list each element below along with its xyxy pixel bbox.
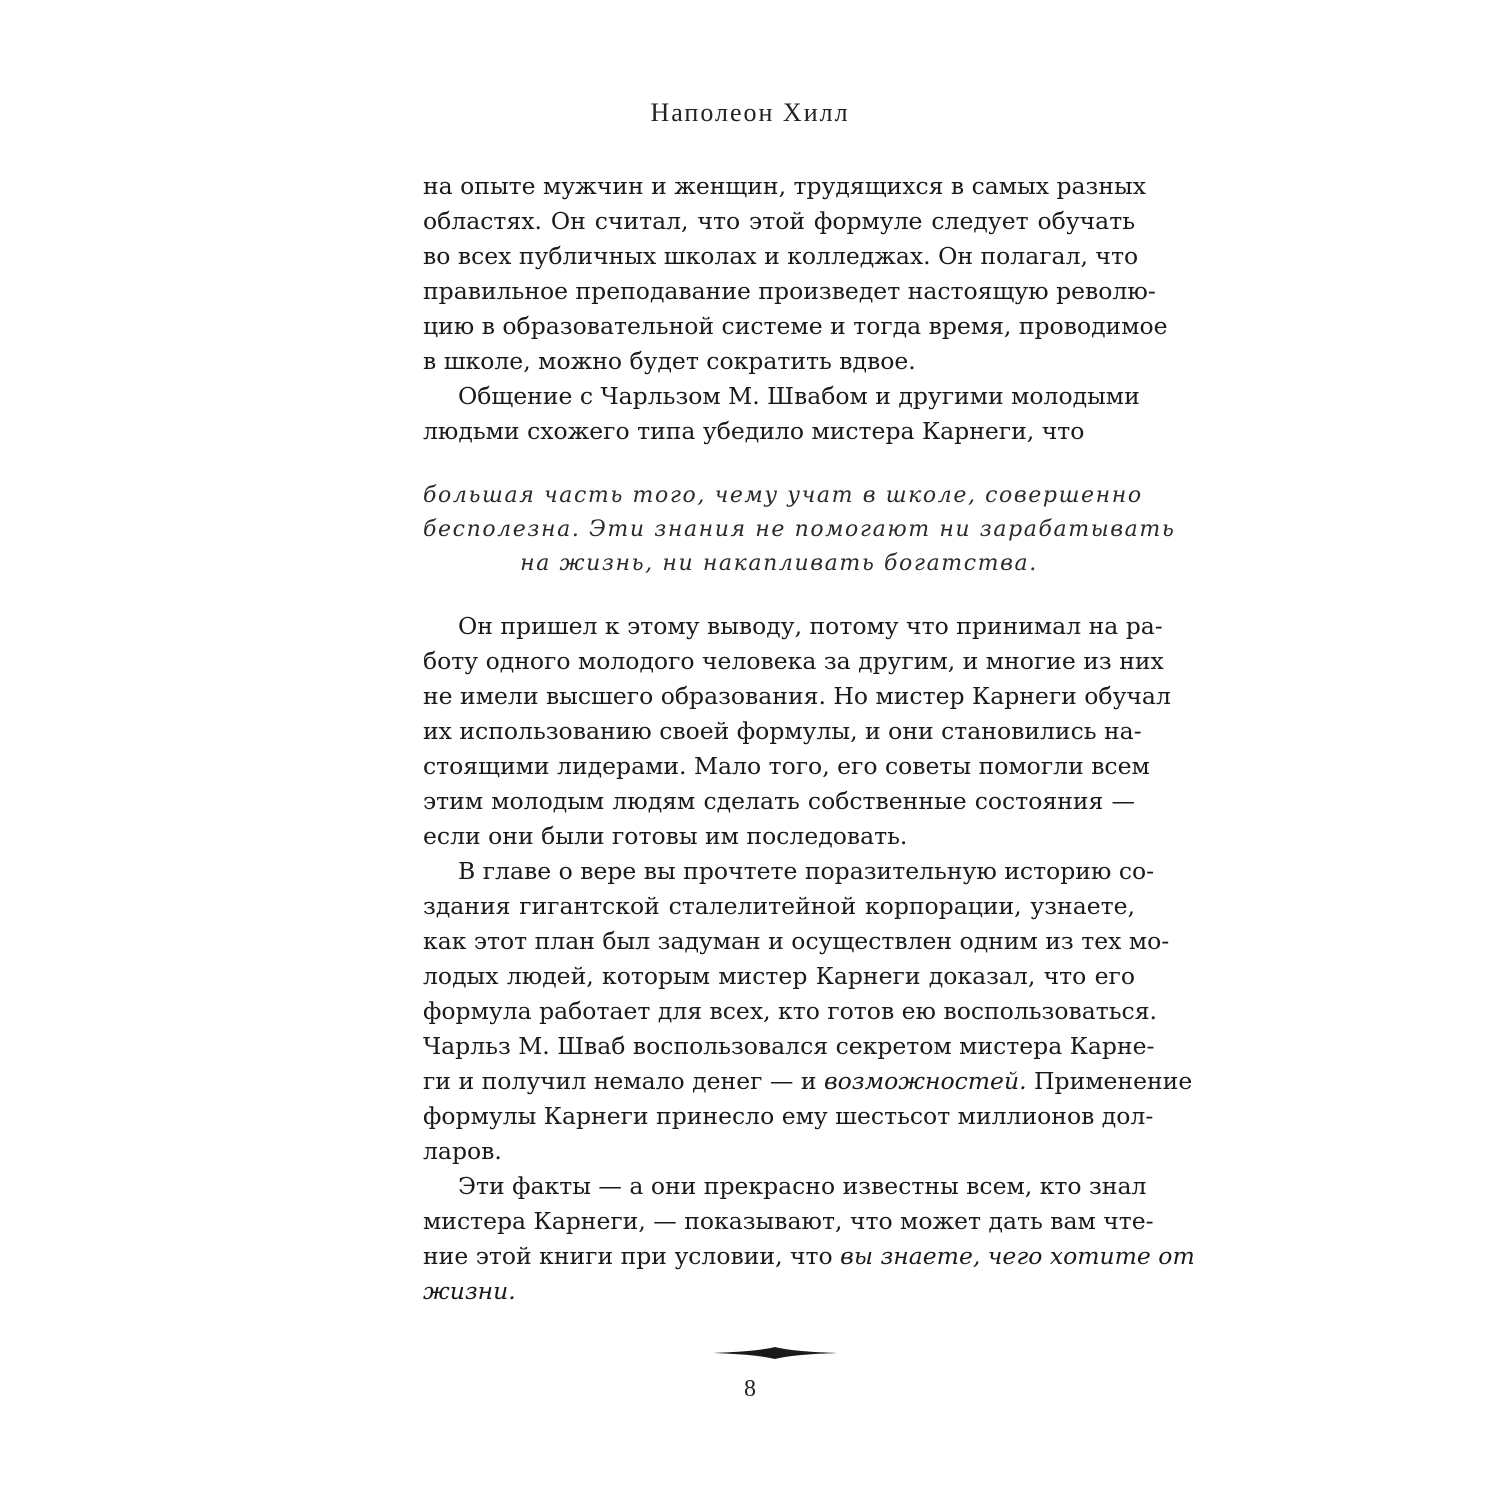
ornament-divider <box>713 1345 837 1361</box>
text-line <box>423 993 1158 1029</box>
text-segment: Применение <box>1026 1067 1193 1095</box>
text-line <box>423 713 1142 749</box>
text-line <box>423 643 1164 679</box>
text-segment: Общение с Чарльзом М. Швабом и другими молодыми <box>458 382 1140 410</box>
text-line <box>423 1203 1154 1239</box>
text-line <box>423 818 1135 854</box>
text-segment: областях. Он считал, что этой формуле следует обучать <box>423 207 1135 235</box>
text-segment: во всех публичных школах и колледжах. Он полагал, что <box>423 242 1139 270</box>
text-line <box>423 1098 1154 1134</box>
text-line <box>423 888 1135 924</box>
text-segment: правильное преподавание произведет настоящую револю- <box>423 277 1156 305</box>
text-segment: Чарльз М. Шваб воспользовался секретом мистера Карне- <box>423 1032 1155 1060</box>
text-segment: Он пришел к этому выводу, потому что принимал на ра- <box>458 612 1163 640</box>
text-line <box>423 308 1168 344</box>
text-segment: на опыте мужчин и женщин, трудящихся в самых разных <box>423 172 1146 200</box>
text-line <box>423 273 1156 309</box>
text-line <box>423 958 1135 994</box>
text-line <box>423 413 1135 449</box>
text-line <box>423 1133 1135 1169</box>
text-segment: людьми схожего типа убедило мистера Карнеги, что <box>423 417 1085 445</box>
text-segment: не имели высшего образования. Но мистер Карнеги обучал <box>423 682 1171 710</box>
text-segment: ги и получил немало денег — и <box>423 1067 824 1095</box>
quote-line: на жизнь, ни накапливать богатства. <box>520 551 1038 576</box>
text-segment: лодых людей, которым мистер Карнеги доказал, что его <box>423 962 1135 990</box>
text-segment: ларов. <box>423 1137 502 1165</box>
text-line <box>423 1063 1193 1099</box>
text-line <box>423 168 1146 204</box>
text-line <box>458 853 1155 889</box>
text-segment: стоящими лидерами. Мало того, его советы помогли всем <box>423 752 1150 780</box>
text-line <box>423 238 1139 274</box>
emphasis-text: вы знаете, чего хотите от <box>840 1242 1195 1270</box>
page-number: 8 <box>744 1376 756 1402</box>
text-line <box>423 1273 1135 1309</box>
text-segment: мистера Карнеги, — показывают, что может дать вам чте- <box>423 1207 1154 1235</box>
text-line <box>423 748 1150 784</box>
text-segment: формула работает для всех, кто готов ею воспользоваться. <box>423 997 1158 1025</box>
text-segment: боту одного молодого человека за другим, и многие из них <box>423 647 1164 675</box>
emphasis-text: возможностей. <box>823 1067 1027 1095</box>
running-head: Наполеон Хилл <box>650 98 850 127</box>
text-line <box>423 783 1135 819</box>
text-line <box>458 1168 1147 1204</box>
text-line <box>423 1028 1155 1064</box>
text-segment: в школе, можно будет сократить вдвое. <box>423 347 916 375</box>
text-line <box>423 678 1171 714</box>
text-segment: если они были готовы им последовать. <box>423 822 908 850</box>
text-segment: цию в образовательной системе и тогда время, проводимое <box>423 312 1168 340</box>
quote-line: большая часть того, чему учат в школе, совершенно <box>423 483 1143 508</box>
text-line <box>423 923 1170 959</box>
emphasis-text: жизни. <box>423 1277 516 1305</box>
text-line <box>458 608 1163 644</box>
quote-line: бесполезна. Эти знания не помогают ни зарабатывать <box>423 517 1176 542</box>
text-segment: здания гигантской сталелитейной корпорации, узнаете, <box>423 892 1135 920</box>
text-segment: этим молодым людям сделать собственные состояния — <box>423 787 1135 815</box>
text-segment: Эти факты — а они прекрасно известны всем, кто знал <box>458 1172 1147 1200</box>
text-segment: В главе о вере вы прочтете поразительную историю со- <box>458 857 1155 885</box>
text-segment: их использованию своей формулы, и они становились на- <box>423 717 1142 745</box>
text-line <box>458 378 1140 414</box>
text-segment: как этот план был задуман и осуществлен одним из тех мо- <box>423 927 1170 955</box>
text-segment: формулы Карнеги принесло ему шестьсот миллионов дол- <box>423 1102 1154 1130</box>
text-line <box>423 203 1135 239</box>
text-line <box>423 1238 1195 1274</box>
text-line <box>423 343 1135 379</box>
text-segment: ние этой книги при условии, что <box>423 1242 841 1270</box>
